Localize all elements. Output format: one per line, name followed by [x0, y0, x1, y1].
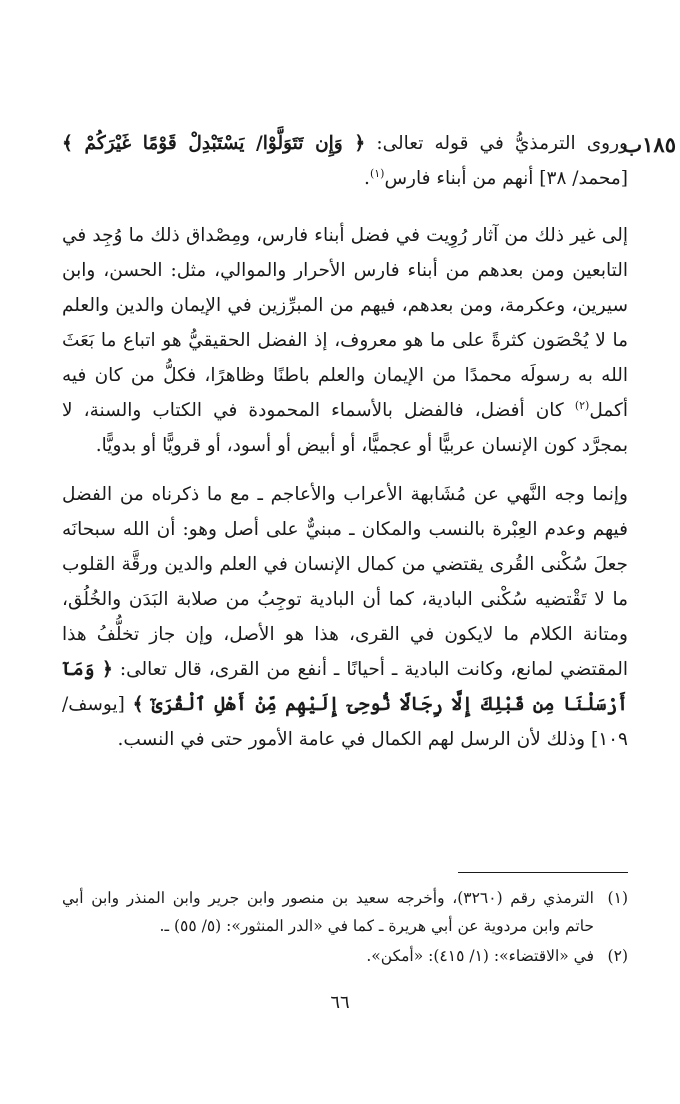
- footnote-1-text: الترمذي رقم (٣٢٦٠)، وأخرجه سعيد بن منصور وابن جرير وابن المنذر وابن أبي حاتم وابن مردوية عن أبي هريرة ـ كما في «الدر المنثور»: (٥/ ٥٥) ـ.: [62, 889, 594, 935]
- paragraph-2: [62, 218, 628, 463]
- paragraph-3: [62, 477, 628, 757]
- footnote-ref-1[interactable]: (١): [369, 166, 385, 180]
- main-text: [62, 126, 628, 757]
- footnote-2-text: في «الاقتضاء»: (١/ ٤١٥): «أمكن».: [366, 947, 594, 965]
- footnotes: [62, 884, 628, 970]
- quran-verse-muhammad: ﴿ وَإِن تَتَوَلَّوْا/ يَسْتَبْدِلْ قَوْمًا غَيْرَكُمْ ﴾: [62, 133, 366, 154]
- paragraph-3-text: وإنما وجه النَّهي عن مُشَابهة الأعراب والأعاجم ـ مع ما ذكرناه من الفضل فيهم وعدم العِبْرة بالنسب والمكان ـ مبنيٌّ على أصل وهو: أن الله سبحانَه جعلَ سُكْنى القُرى يقتضي من كمال الإنسان في العلم والدين ورقَّة القلوب ما لا تَقْتضيه سُكْنى البادية، كما أن البادية توجِبُ من صلابة البَدَن والخُلُق، ومتانة الكلام ما لايكون في القرى، هذا هو الأصل، وإن جاز تخلُّفُ هذا المقتضي لمانع، وكانت البادية ـ أحيانًا ـ أنفع من القرى، قال تعالى:: [62, 484, 628, 680]
- footnote-2-number: (٢): [607, 947, 628, 965]
- footnote-1: [62, 884, 628, 940]
- footnote-ref-2[interactable]: (٢): [574, 398, 590, 412]
- footnote-2: [62, 942, 628, 970]
- paragraph-1: [62, 126, 628, 196]
- footnote-separator: [458, 872, 628, 873]
- paragraph-1-intro: وروى الترمذيُّ في قوله تعالى:: [376, 133, 628, 154]
- paragraph-1-end: .: [364, 168, 370, 189]
- margin-reference: ١٨٥ب: [622, 132, 676, 157]
- paragraph-2-after: كان أفضل، فالفضل بالأسماء المحمودة في الكتاب والسنة، لا بمجرَّد كون الإنسان عربيًّا أو عجميًّا، أو أبيض أو أسود، أو قرويًّا أو بدويًّا.: [62, 400, 628, 456]
- footnote-1-number: (١): [607, 889, 628, 907]
- paragraph-2-text: إلى غير ذلك من آثار رُوِيت في فضل أبناء فارس، ومِصْداق ذلك ما وُجِد في التابعين ومن بعدهم من أبناء فارس الأحرار والموالي، مثل: الحسن، وابن سيرين، وعكرمة، ومن بعدهم، فيهم من المبرِّزين في الإيمان والدين والعلم ما لا يُحْصَون كثرةً على ما هو معروف، إذ الفضل الحقيقيُّ هو اتباع ما بَعَثَ الله به رسولَه محمدًا من الإيمان والعلم باطنًا وظاهرًا، فكلُّ من كان فيه أكمل: [62, 225, 628, 421]
- quran-verse-yusuf: ﴿ وَمَآ أَرْسَلْنَا مِن قَبْلِكَ إِلَّا رِجَالًا نُّوحِىٓ إِلَيْهِم مِّنْ أَهْلِ ٱلْقُرَىٰٓ ﴾: [62, 659, 628, 715]
- paragraph-3-after: [يوسف/ ١٠٩] وذلك لأن الرسل لهم الكمال في عامة الأمور حتى في النسب.: [62, 694, 628, 750]
- paragraph-1-after: [محمد/ ٣٨] أنهم من أبناء فارس: [384, 168, 628, 189]
- page-number: ٦٦: [330, 992, 350, 1013]
